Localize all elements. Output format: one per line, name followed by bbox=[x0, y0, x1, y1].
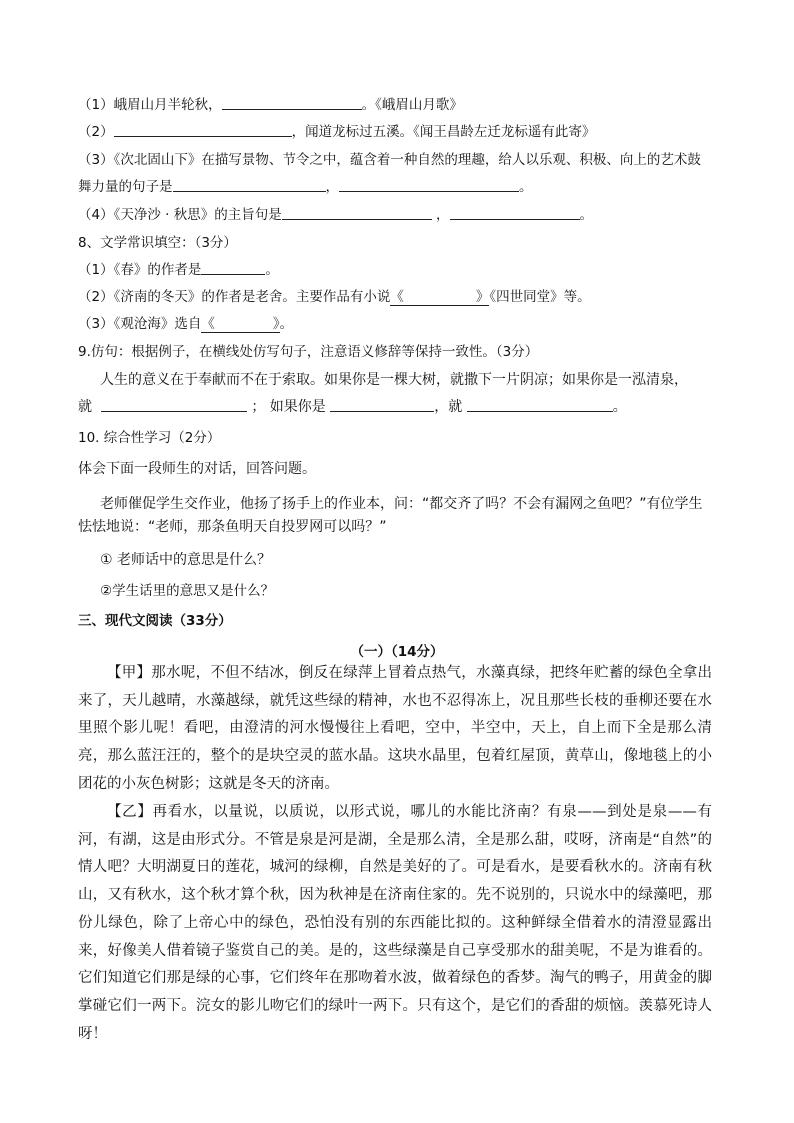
q8-line-1 bbox=[78, 260, 728, 280]
q9-example: 人生的意义在于奉献而不在于索取。如果你是一棵大树，就撒下一片阴凉；如果你是一泓清泉， bbox=[100, 372, 688, 388]
q8-l3-text: （3）《观沧海》选自 bbox=[78, 316, 202, 332]
q7-line-3 bbox=[78, 150, 728, 170]
answer-blank[interactable] bbox=[201, 316, 279, 333]
answer-blank[interactable] bbox=[282, 205, 432, 220]
q10-intro: 体会下面一段师生的对话，回答问题。 bbox=[78, 461, 316, 477]
q8-line-2 bbox=[78, 287, 728, 307]
q8-l1-text: （1）《春》的作者是 bbox=[78, 262, 202, 278]
q7-line-3b bbox=[78, 177, 728, 197]
q10-dialog-1: 老师催促学生交作业，他扬了扬手上的作业本，问：“都交齐了吗？不会有漏网之鱼吧？”有位学生 bbox=[100, 496, 703, 512]
answer-blank[interactable] bbox=[114, 122, 292, 137]
q8-l2-tail: 《四世同堂》等。 bbox=[489, 289, 591, 305]
q10-title: 10. 综合性学习（2分） bbox=[78, 430, 221, 446]
answer-blank[interactable] bbox=[222, 95, 362, 110]
q7-l3b-text: 舞力量的句子是 bbox=[78, 179, 173, 195]
period: 。 bbox=[519, 179, 533, 195]
period: 。 bbox=[579, 207, 594, 223]
q10-dialog-2: 怯怯地说：“老师，那条鱼明天自投罗网可以吗？” bbox=[78, 519, 387, 535]
q8-title: 8、文学常识填空：（3分） bbox=[78, 235, 237, 251]
book-bracket: 》 bbox=[475, 289, 490, 305]
passage-b: 【乙】再看水，以量说，以质说，以形式说，哪儿的水能比济南？有泉——到处是泉——有河，有湖，这是由形式分。不管是泉是河是湖，全是那么清，全是那么甜，哎呀，济南是“自然”的情人吧？大明湖夏日的莲花，城河的绿柳，自然是美好的了。可是看水，是要看秋水的。济南有秋山，又有秋水，这个秋才算个秋，因为秋神是在济南住家的。先不说别的，只说水中的绿藻吧，那份儿绿色，除了上帝心中的绿色，恐怕没有别的东西能比拟的。这种鲜绿全借着水的清澄显露出来，好像美人借着镜子鉴赏自己的美。是的，这些绿藻是自己享受那水的甜美呢，不是为谁看的。它们知道它们那是绿的心事，它们终年在那吻着水波，做着绿色的香梦。淘气的鸭子，用黄金的脚掌碰它们一两下。浣女的影儿吻它们的绿叶一两下。只有这个，是它们的香甜的烦恼。羡慕死诗人呀！ bbox=[78, 804, 712, 1042]
q7-line-1 bbox=[78, 95, 728, 115]
part-1-title: （一）（14分） bbox=[350, 644, 444, 660]
answer-blank[interactable] bbox=[101, 397, 247, 412]
q9-text: 就 bbox=[78, 399, 92, 415]
answer-blank[interactable] bbox=[390, 289, 489, 306]
q10-sub-2: ②学生话里的意思又是什么？ bbox=[100, 583, 275, 599]
q7-l1-text: （1）峨眉山月半轮秋， bbox=[78, 97, 222, 113]
q7-l2-source: ，闻道龙标过五溪。《闻王昌龄左迁龙标遥有此寄》 bbox=[291, 124, 596, 140]
answer-blank[interactable] bbox=[450, 205, 580, 220]
answer-blank[interactable] bbox=[201, 260, 265, 275]
answer-blank[interactable] bbox=[330, 397, 434, 412]
answer-blank[interactable] bbox=[173, 177, 326, 192]
comma: ， bbox=[325, 179, 339, 195]
period: 。 bbox=[612, 399, 627, 415]
answer-blank[interactable] bbox=[339, 177, 519, 192]
q7-line-2 bbox=[78, 122, 728, 142]
passage-a: 【甲】那水呢，不但不结冰，倒反在绿萍上冒着点热气，水藻真绿，把终年贮蓄的绿色全拿出来了，天儿越晴，水藻越绿，就凭这些绿的精神，水也不忍得冻上，况且那些长枝的垂柳还要在水里照个影儿呢！看吧，由澄清的河水慢慢往上看吧，空中，半空中，天上，自上而下全是那么清亮，那么蓝汪汪的，整个的是块空灵的蓝水晶。这块水晶里，包着红屋顶，黄草山，像地毯上的小团花的小灰色树影；这就是冬天的济南。 bbox=[78, 665, 712, 792]
q8-l2-text: （2）《济南的冬天》的作者是老舍。主要作品有小说 bbox=[78, 289, 391, 305]
period: 。 bbox=[265, 262, 279, 278]
q8-line-3 bbox=[78, 314, 728, 334]
q7-l2-text: （2） bbox=[78, 124, 114, 140]
q7-l4-text: （4）《天净沙 · 秋思》的主旨句是 bbox=[78, 207, 282, 223]
q7-l1-source: 。《峨眉山月歌》 bbox=[361, 97, 463, 113]
period: 。 bbox=[279, 316, 294, 332]
comma: ， bbox=[431, 207, 450, 223]
q9-text: ，就 bbox=[434, 399, 463, 415]
q7-l3-text: （3）《次北固山下》在描写景物、节令之中，蕴含着一种自然的理趣，给人以乐观、积极、向上的艺术鼓 bbox=[78, 152, 701, 168]
q10-sub-1: ① 老师话中的意思是什么？ bbox=[100, 552, 272, 568]
q9-line-2 bbox=[78, 397, 728, 417]
book-bracket: 《 bbox=[390, 289, 404, 305]
q7-line-4 bbox=[78, 205, 728, 225]
answer-blank[interactable] bbox=[467, 397, 613, 412]
book-bracket: 》 bbox=[272, 316, 280, 332]
q9-text: ； 如果你是 bbox=[251, 399, 326, 415]
q9-title: 9.仿句：根据例子，在横线处仿写句子，注意语义修辞等保持一致性。（3分） bbox=[78, 344, 539, 360]
section-3-title: 三、现代文阅读（33分） bbox=[78, 613, 232, 629]
book-bracket: 《 bbox=[201, 316, 215, 332]
